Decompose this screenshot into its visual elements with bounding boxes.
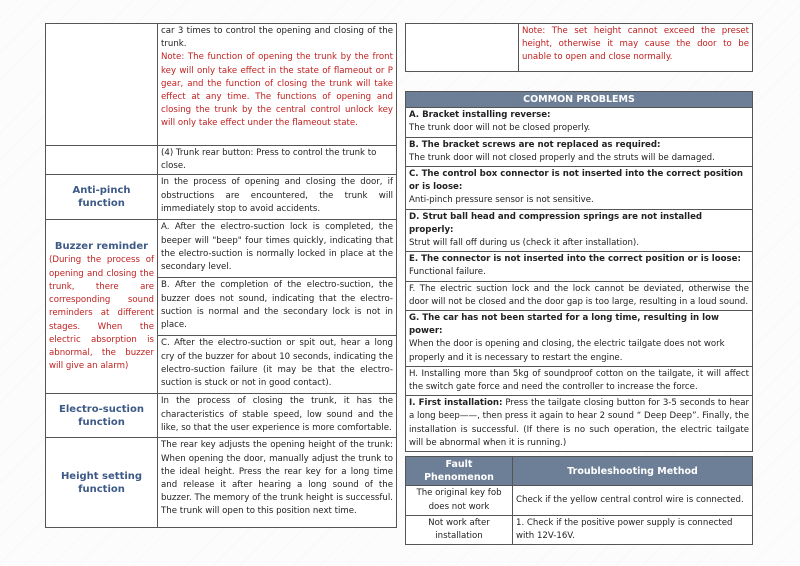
height-setting-text: The rear key adjusts the opening height of the trunk: When opening the door, manually adjust the trunk to the ideal height. Press the rear key for a long time and release it after hearing a long sound of the buzzer. The memory of the trunk height is successful. The trunk will open to this position next time. [158,438,397,528]
trunk-control-cell [158,24,397,146]
problem-a-title: A. Bracket installing reverse: [409,110,551,121]
anti-pinch-title: Anti-pinch function [46,175,158,220]
empty-feature-cell-2 [46,146,158,175]
electro-suction-text: In the process of closing the trunk, it has the characteristics of stable speed, low sound and the like, so that the user experience is more comfortable. [158,394,397,438]
problems-table [405,91,753,452]
problem-b-title: B. The bracket screws are not replaced as required: [409,139,661,150]
problem-i [406,396,753,452]
buzzer-title-cell [46,220,158,394]
problem-i-title: I. First installation: [409,398,503,409]
problem-a-text: The trunk door will not be closed properly. [409,123,591,134]
anti-pinch-text: In the process of opening and closing the door, if obstructions are encountered, the trunk will immediately stop to avoid accidents. [158,175,397,220]
problem-e-text: Functional failure. [409,267,486,278]
problem-g-text: When the door is opening and closing, the electric tailgate does not work properly and it is necessary to restart the engine. [409,339,725,363]
trunk-note: Note: The function of opening the trunk by the front key will only take effect in the state of flameout or P gear, and the function of closing the trunk will take effect at any time. The functions of opening and closing the trunk by the central control unlock key will only take effect under the flameout state. [161,52,393,129]
left-panel [45,23,397,528]
fault-1: The original key fob does not work [406,486,513,515]
buzzer-c: C. After the electro-suction or spit out, hear a long cry of the buzzer for about 10 seconds, indicating the electro-suction failure (it may be that the electro-suction is stuck or not in good contact). [158,336,397,394]
problem-c-text: Anti-pinch pressure sensor is not sensitive. [409,195,594,206]
note-table [405,23,753,72]
right-note-panel [405,23,753,72]
electro-suction-title: Electro-suction function [46,394,158,438]
buzzer-a: A. After the electro-suction lock is completed, the beeper will "beep" four times quickly, indicating that the electro-suction is normally locked in place at the secondary level. [158,220,397,278]
method-2: 1. Check if the positive power supply is connected with 12V-16V. [513,515,753,544]
rear-button-cell: (4) Trunk rear button: Press to control the trunk to close. [158,146,397,175]
buzzer-title: Buzzer reminder [54,241,149,253]
fault-header: Fault Phenomenon [406,457,513,486]
problem-h: H. Installing more than 5kg of soundproof cotton on the tailgate, it will affect the switch gate force and need the controller to increase the force. [406,366,753,395]
problem-c [406,167,753,210]
feature-table [45,23,397,528]
problem-f: F. The electric suction lock and the lock cannot be deviated, otherwise the door will not be closed and the door gap is too large, resulting in a loud sound. [406,281,753,310]
problem-e [406,252,753,281]
common-problems-panel [405,91,753,452]
buzzer-subtitle: (During the process of opening and closing the trunk, there are corresponding sound reminders at different stages. When the electric absorption is abnormal, the buzzer will give an alarm) [49,255,154,372]
problem-g [406,311,753,367]
problem-a [406,108,753,137]
problem-d [406,209,753,252]
common-problems-header: COMMON PROBLEMS [406,92,753,108]
fault-2: Not work after installation [406,515,513,544]
method-header: Troubleshooting Method [513,457,753,486]
fault-table [405,456,753,545]
problem-g-title: G. The car has not been started for a long time, resulting in low power: [409,313,719,337]
problem-d-title: D. Strut ball head and compression springs are not installed properly: [409,211,703,235]
problem-d-text: Strut will fall off during us (check it after installation). [409,238,639,249]
problem-b-text: The trunk door will not closed properly and the struts will be damaged. [409,152,715,163]
height-note: Note: The set height cannot exceed the preset height, otherwise it may cause the door to be unable to open and close normally. [519,24,753,72]
empty-feature-cell [46,24,158,146]
empty-note-cell [406,24,519,72]
buzzer-b: B. After the completion of the electro-suction, the buzzer does not sound, indicating that the electro-suction is normal and the secondary lock is not in place. [158,278,397,336]
height-setting-title: Height setting function [46,438,158,528]
problem-i-text: Press the tailgate closing button for 3-5 seconds to hear a long beep——, then press it again to hear 2 sound “ Deep Deep”. Finally, the installation is successful. (If there is no such operation, the electric tailgate will be abnormal when it is running.) [409,398,749,448]
method-1: Check if the yellow central control wire is connected. [513,486,753,515]
problem-e-title: E. The connector is not inserted into the correct position or is loose: [409,254,741,265]
fault-panel [405,456,753,545]
problem-b [406,137,753,166]
problem-c-title: C. The control box connector is not inserted into the correct position or is loose: [409,169,743,193]
trunk-control-text: car 3 times to control the opening and closing of the trunk. [161,26,393,50]
